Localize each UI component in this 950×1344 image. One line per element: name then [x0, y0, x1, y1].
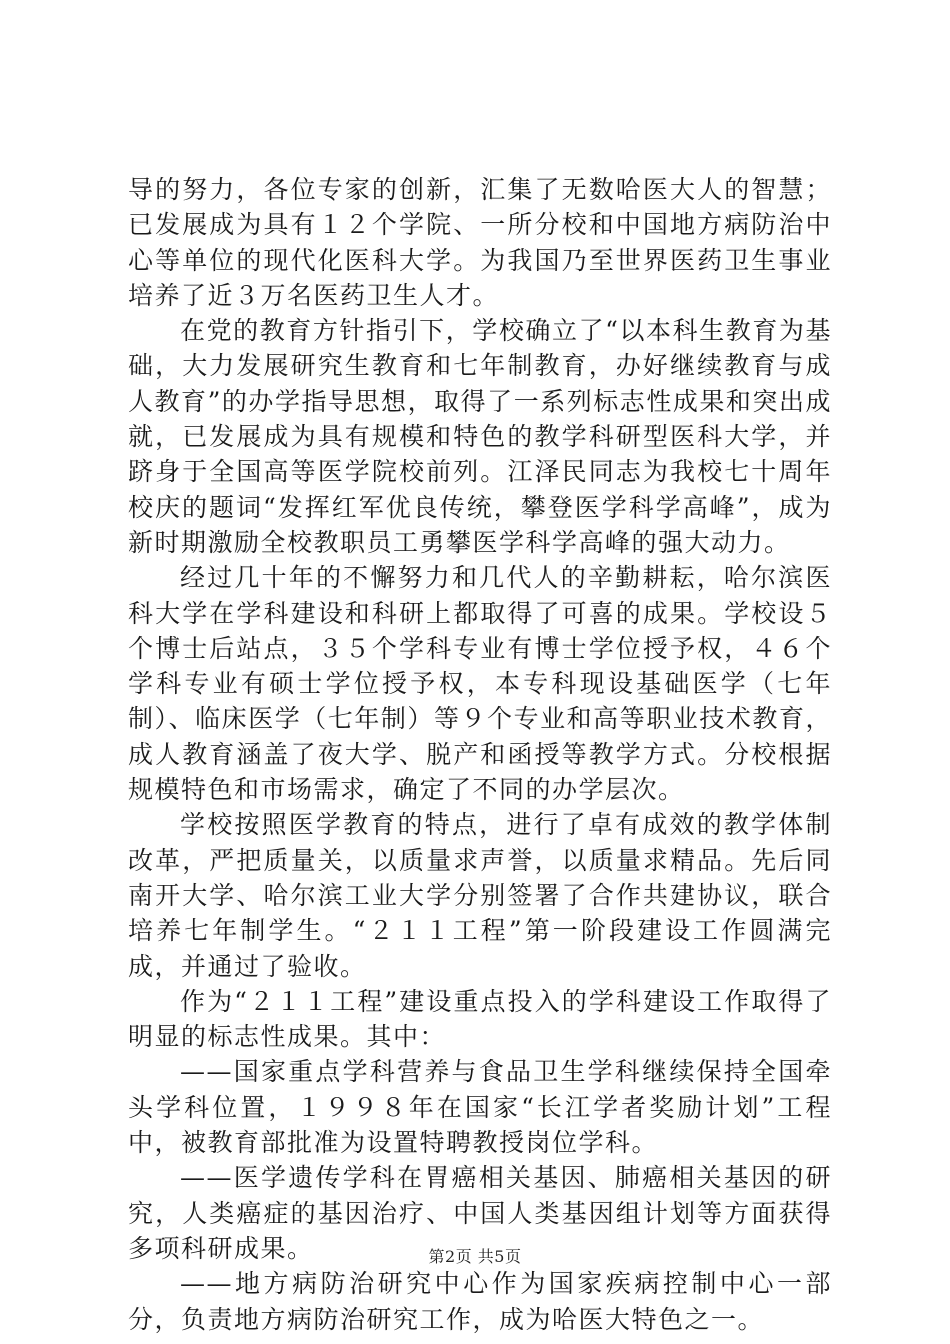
- paragraph-discipline-construction: 经过几十年的不懈努力和几代人的辛勤耕耘，哈尔滨医科大学在学科建设和科研上都取得了可喜的成果。学校设５个博士后站点，３５个学科专业有博士学位授予权，４６个学科专业有硕士学位授予权，本专科现设基础医学（七年制）、临床医学（七年制）等９个专业和高等职业技术教育，成人教育涵盖了夜大学、脱产和函授等教学方式。分校根据规模特色和市场需求，确定了不同的办学层次。: [128, 563, 832, 805]
- document-body: [128, 172, 832, 1337]
- paragraph-teaching-reform: 学校按照医学教育的特点，进行了卓有成效的教学体制改革，严把质量关，以质量求声誉，以质量求精品。先后同南开大学、哈尔滨工业大学分别签署了合作共建协议，联合培养七年制学生。“２１１工程”第一阶段建设工作圆满完成，并通过了验收。: [128, 810, 832, 981]
- paragraph-continuation: 导的努力，各位专家的创新，汇集了无数哈医大人的智慧；已发展成为具有１２个学院、一所分校和中国地方病防治中心等单位的现代化医科大学。为我国乃至世界医药卫生事业培养了近３万名医药卫生人才。: [128, 175, 832, 310]
- paragraph-endemic-disease-center: ——地方病防治研究中心作为国家疾病控制中心一部分，负责地方病防治研究工作，成为哈医大特色之一。: [128, 1269, 832, 1334]
- paragraph-education-policy: 在党的教育方针指引下，学校确立了“以本科生教育为基础，大力发展研究生教育和七年制教育，办好继续教育与成人教育”的办学指导思想，取得了一系列标志性成果和突出成就，已发展成为具有规模和特色的教学科研型医科大学，并跻身于全国高等医学院校前列。江泽民同志为我校七十周年校庆的题词“发挥红军优良传统，攀登医学科学高峰”，成为新时期激励全校教职员工勇攀医学科学高峰的强大动力。: [128, 316, 832, 557]
- page-number-footer: 第2页 共5页: [428, 1247, 522, 1266]
- paragraph-211-project: 作为“２１１工程”建设重点投入的学科建设工作取得了明显的标志性成果。其中：: [128, 986, 832, 1052]
- paragraph-nutrition-discipline: ——国家重点学科营养与食品卫生学科继续保持全国牵头学科位置，１９９８年在国家“长江学者奖励计划”工程中，被教育部批准为设置特聘教授岗位学科。: [128, 1057, 832, 1158]
- paragraph-medical-genetics: ——医学遗传学科在胃癌相关基因、肺癌相关基因的研究，人类癌症的基因治疗、中国人类基因组计划等方面获得多项科研成果。: [128, 1163, 832, 1263]
